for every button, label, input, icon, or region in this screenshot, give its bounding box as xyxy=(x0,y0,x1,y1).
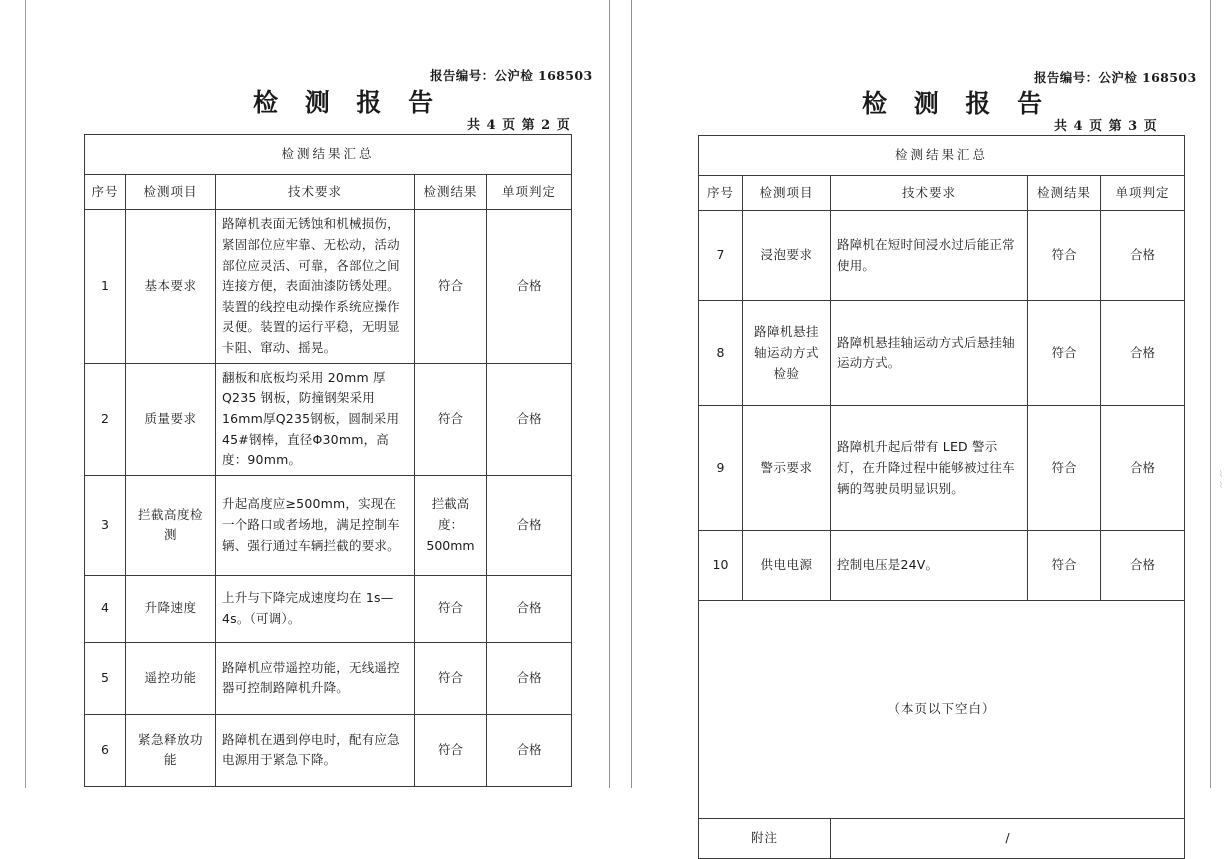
report-number-value: 公沪检 168503 xyxy=(494,68,593,83)
row-verdict: 合格 xyxy=(1101,301,1185,406)
column-header-item: 检测项目 xyxy=(743,175,831,211)
row-requirement: 路障机在遇到停电时，配有应急电源用于紧急下降。 xyxy=(216,714,415,786)
row-item: 紧急释放功能 xyxy=(126,714,216,786)
scan-gutter xyxy=(608,0,634,788)
page-count-left: 共 4 页 第 2 页 xyxy=(467,118,571,133)
table-row xyxy=(85,575,572,642)
table-row xyxy=(699,211,1185,301)
report-number-label: 报告编号： xyxy=(1034,70,1099,85)
row-no: 6 xyxy=(85,714,126,786)
row-verdict: 合格 xyxy=(487,363,572,475)
row-requirement: 路障机在短时间浸水过后能正常使用。 xyxy=(831,211,1028,301)
document-page-2 xyxy=(0,0,608,788)
row-verdict: 合格 xyxy=(487,475,572,575)
results-table-left xyxy=(84,134,572,787)
row-item: 基本要求 xyxy=(126,210,216,363)
row-requirement: 路障机应带遥控功能，无线遥控器可控制路障机升降。 xyxy=(216,642,415,714)
row-result: 符合 xyxy=(415,642,487,714)
page-title-right: 检 测 报 告 xyxy=(862,89,1052,118)
row-no: 3 xyxy=(85,475,126,575)
row-result: 符合 xyxy=(1028,211,1101,301)
column-header-result: 检测结果 xyxy=(415,174,487,210)
row-item: 供电电源 xyxy=(743,531,831,601)
table-caption-row xyxy=(699,136,1185,176)
row-no: 10 xyxy=(699,531,743,601)
column-header-verdict: 单项判定 xyxy=(1101,175,1185,211)
margin-scribble: ⌇⌇ xyxy=(1216,470,1226,492)
document-page-3 xyxy=(634,0,1227,846)
table-header-row xyxy=(699,175,1185,211)
row-no: 7 xyxy=(699,211,743,301)
row-verdict: 合格 xyxy=(1101,531,1185,601)
column-header-result: 检测结果 xyxy=(1028,175,1101,211)
row-item: 升降速度 xyxy=(126,575,216,642)
report-number-right xyxy=(1034,68,1197,86)
row-item: 警示要求 xyxy=(743,406,831,531)
column-header-requirement: 技术要求 xyxy=(831,175,1028,211)
row-item: 质量要求 xyxy=(126,363,216,475)
footer-value: / xyxy=(831,819,1185,859)
row-item: 路障机悬挂轴运动方式检验 xyxy=(743,301,831,406)
row-no: 9 xyxy=(699,406,743,531)
row-requirement: 控制电压是24V。 xyxy=(831,531,1028,601)
row-requirement: 上升与下降完成速度均在 1s—4s。（可调）。 xyxy=(216,575,415,642)
row-result: 符合 xyxy=(415,363,487,475)
row-result: 符合 xyxy=(1028,301,1101,406)
row-verdict: 合格 xyxy=(1101,211,1185,301)
footer-label: 附注 xyxy=(699,819,831,859)
column-header-no: 序号 xyxy=(699,175,743,211)
column-header-verdict: 单项判定 xyxy=(487,174,572,210)
column-header-requirement: 技术要求 xyxy=(216,174,415,210)
table-caption: 检测结果汇总 xyxy=(699,136,1185,176)
results-table-right xyxy=(698,135,1185,859)
report-number-value: 公沪检 168503 xyxy=(1098,70,1197,85)
row-requirement: 路障机升起后带有 LED 警示灯，在升降过程中能够被过往车辆的驾驶员明显识别。 xyxy=(831,406,1028,531)
row-requirement: 路障机表面无锈蚀和机械损伤，紧固部位应牢靠、无松动，活动部位应灵活、可靠，各部位之间连接方便，表面油漆防锈处理。装置的线控电动操作系统应操作灵便。装置的运行平稳，无明显卡阻、窜动、摇晃。 xyxy=(216,210,415,363)
table-row xyxy=(85,714,572,786)
row-item: 拦截高度检测 xyxy=(126,475,216,575)
blank-area-row xyxy=(699,601,1185,819)
report-number-left xyxy=(430,66,593,84)
table-caption: 检测结果汇总 xyxy=(85,135,572,175)
row-result: 符合 xyxy=(415,714,487,786)
row-verdict: 合格 xyxy=(487,714,572,786)
table-header-row xyxy=(85,174,572,210)
table-row xyxy=(85,210,572,363)
blank-page-note: （本页以下空白） xyxy=(699,601,1185,819)
row-no: 5 xyxy=(85,642,126,714)
row-no: 2 xyxy=(85,363,126,475)
row-item: 遥控功能 xyxy=(126,642,216,714)
table-row xyxy=(85,642,572,714)
report-number-label: 报告编号： xyxy=(430,68,495,83)
column-header-item: 检测项目 xyxy=(126,174,216,210)
page-title-left: 检 测 报 告 xyxy=(253,88,443,117)
row-verdict: 合格 xyxy=(487,642,572,714)
row-verdict: 合格 xyxy=(487,210,572,363)
table-row xyxy=(85,363,572,475)
row-no: 4 xyxy=(85,575,126,642)
row-result: 符合 xyxy=(415,575,487,642)
row-verdict: 合格 xyxy=(487,575,572,642)
table-row xyxy=(85,475,572,575)
row-requirement: 翻板和底板均采用 20mm 厚 Q235 钢板，防撞钢架采用16mm厚Q235钢板，圆制采用 45#钢棒，直径Φ30mm，高度：90mm。 xyxy=(216,363,415,475)
row-requirement: 升起高度应≥500mm，实现在一个路口或者场地，满足控制车辆、强行通过车辆拦截的要求。 xyxy=(216,475,415,575)
row-item: 浸泡要求 xyxy=(743,211,831,301)
page-count-right: 共 4 页 第 3 页 xyxy=(1054,119,1158,134)
row-result: 符合 xyxy=(1028,531,1101,601)
column-header-no: 序号 xyxy=(85,174,126,210)
footer-row xyxy=(699,819,1185,859)
row-no: 1 xyxy=(85,210,126,363)
row-result: 符合 xyxy=(1028,406,1101,531)
table-row xyxy=(699,531,1185,601)
row-verdict: 合格 xyxy=(1101,406,1185,531)
row-no: 8 xyxy=(699,301,743,406)
row-requirement: 路障机悬挂轴运动方式后悬挂轴运动方式。 xyxy=(831,301,1028,406)
table-row xyxy=(699,406,1185,531)
table-row xyxy=(699,301,1185,406)
row-result: 符合 xyxy=(415,210,487,363)
row-result: 拦截高度：500mm xyxy=(415,475,487,575)
table-caption-row xyxy=(85,135,572,175)
